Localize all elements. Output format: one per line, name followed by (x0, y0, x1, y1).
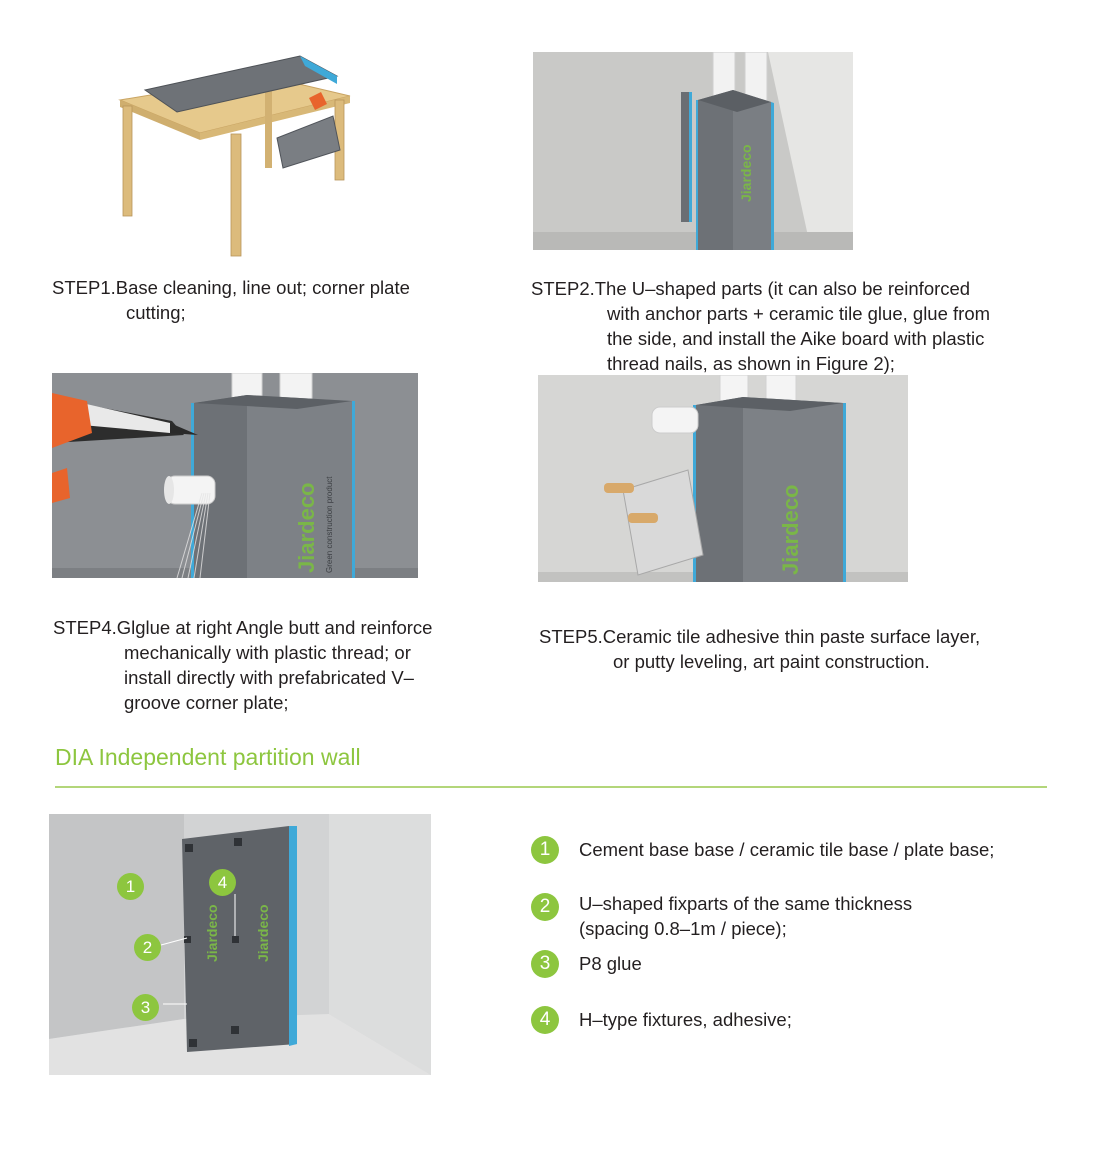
step2-line1: STEP2.The U–shaped parts (it can also be reinforced (531, 278, 971, 299)
legend-text-2-line1: U–shaped fixparts of the same thickness (579, 893, 913, 914)
table-cutting-illustration (105, 38, 423, 260)
step2-line2: with anchor parts + ceramic tile glue, glue from (607, 303, 991, 324)
legend-text-2 (579, 891, 912, 941)
partition-wall-illustration (49, 814, 431, 1075)
step2-line3: the side, and install the Aike board with plastic (607, 328, 985, 349)
section-title: DIA Independent partition wall (55, 744, 361, 770)
partition-wall-photo (49, 814, 431, 1075)
step4-line3: install directly with prefabricated V– (124, 667, 414, 688)
legend-number-2: 2 (531, 893, 559, 921)
u-shaped-parts-illustration (533, 52, 853, 250)
step1-caption (52, 275, 410, 325)
legend-text-1: Cement base base / ceramic tile base / plate base; (579, 839, 995, 860)
glue-and-thread-illustration (52, 373, 418, 578)
brand-tagline-step4: Green construction product (325, 476, 334, 573)
step4-line1: STEP4.Glglue at right Angle butt and reinforce (53, 617, 433, 638)
step5-line1: STEP5.Ceramic tile adhesive thin paste surface layer, (539, 626, 981, 647)
tile-adhesive-illustration (538, 375, 908, 582)
diagram-callout-2: 2 (134, 934, 161, 961)
brand-logo-wall-2: Jiardeco (255, 904, 271, 962)
diagram-callout-4: 4 (209, 869, 236, 896)
brand-logo-step2: Jiardeco (738, 144, 754, 202)
legend-number-4: 4 (531, 1006, 559, 1034)
legend-text-3: P8 glue (579, 953, 642, 974)
legend-text-2-line2: (spacing 0.8–1m / piece); (579, 918, 787, 939)
step1-line1: STEP1.Base cleaning, line out; corner plate (52, 277, 410, 298)
brand-logo-wall-1: Jiardeco (204, 904, 220, 962)
step5-caption (539, 624, 980, 674)
step2-photo (533, 52, 853, 250)
step1-line2: cutting; (126, 302, 186, 323)
step4-caption (53, 615, 432, 715)
step4-photo (52, 373, 418, 578)
legend-number-3: 3 (531, 950, 559, 978)
brand-logo-step5: Jiardeco (778, 484, 803, 575)
diagram-callout-1: 1 (117, 873, 144, 900)
brand-logo-step4: Jiardeco (294, 482, 319, 573)
step5-line2: or putty leveling, art paint construction. (613, 651, 930, 672)
step2-line4: thread nails, as shown in Figure 2); (607, 353, 895, 374)
legend-number-1: 1 (531, 836, 559, 864)
step4-line2: mechanically with plastic thread; or (124, 642, 411, 663)
legend-text-4: H–type fixtures, adhesive; (579, 1009, 792, 1030)
step1-photo (105, 38, 423, 260)
step4-line4: groove corner plate; (124, 692, 289, 713)
section-divider (55, 786, 1047, 788)
diagram-callout-3: 3 (132, 994, 159, 1021)
step2-caption (531, 276, 990, 376)
step5-photo (538, 375, 908, 582)
